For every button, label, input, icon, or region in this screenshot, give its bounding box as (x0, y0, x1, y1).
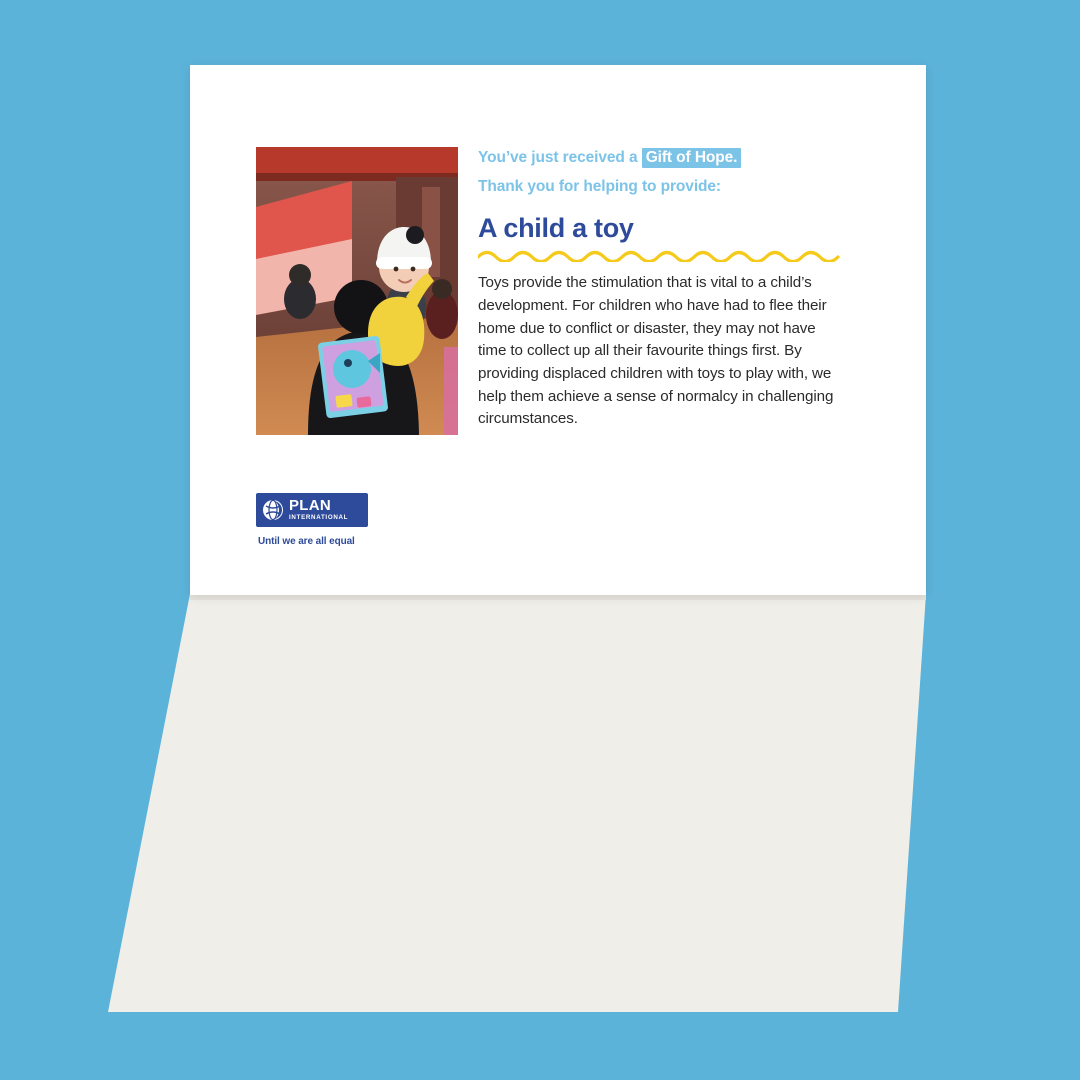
gift-title: A child a toy (478, 213, 634, 243)
card-text-block (478, 147, 846, 431)
logo-badge (256, 493, 368, 527)
plan-international-logo (256, 493, 476, 547)
eyebrow-line-1 (478, 147, 846, 169)
plan-globe-icon (262, 499, 284, 521)
card-body-copy: Toys provide the stimulation that is vital to a child’s development. For children who have had to flee their home due to conflict or disaster, they may not have time to collect up all their favourite things first. By providing displaced children with toys to play with, we help them achieve a sense of normalcy in challenging circumstances. (478, 274, 834, 428)
squiggle-divider (478, 248, 846, 262)
logo-subtitle: INTERNATIONAL (289, 514, 349, 522)
gift-of-hope-highlight: Gift of Hope. (642, 148, 742, 168)
card-front-panel (190, 65, 926, 595)
card-photo (256, 147, 458, 435)
logo-tagline: Until we are all equal (258, 536, 355, 547)
logo-wordmark: PLAN (289, 497, 332, 515)
eyebrow-line-2: Thank you for helping to provide: (478, 178, 721, 195)
eyebrow-prefix: You’ve just received a (478, 149, 642, 166)
